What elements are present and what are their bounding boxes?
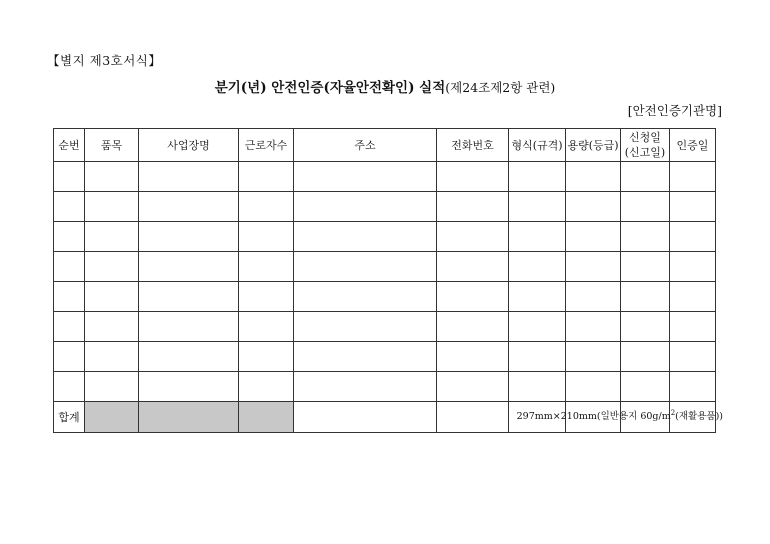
table-cell[interactable] (139, 252, 239, 282)
total-shaded-cell (139, 402, 239, 433)
table-cell[interactable] (670, 162, 716, 192)
table-row (54, 222, 716, 252)
table-cell[interactable] (437, 162, 509, 192)
table-cell[interactable] (85, 192, 139, 222)
table-cell[interactable] (239, 222, 294, 252)
table-cell[interactable] (54, 372, 85, 402)
table-row (54, 282, 716, 312)
table-cell[interactable] (437, 372, 509, 402)
table-row (54, 372, 716, 402)
table-row (54, 312, 716, 342)
table-cell[interactable] (509, 252, 566, 282)
paper-size-prefix: 297mm×210mm(일반용지 60g/m (516, 411, 671, 422)
table-cell[interactable] (85, 252, 139, 282)
table-cell[interactable] (437, 222, 509, 252)
total-label-cell: 합계 (54, 402, 85, 433)
total-cell[interactable] (437, 402, 509, 433)
table-cell[interactable] (621, 282, 670, 312)
table-cell[interactable] (566, 282, 621, 312)
table-cell[interactable] (566, 372, 621, 402)
table-cell[interactable] (621, 372, 670, 402)
table-cell[interactable] (670, 312, 716, 342)
table-cell[interactable] (239, 192, 294, 222)
table-cell[interactable] (85, 312, 139, 342)
table-cell[interactable] (437, 192, 509, 222)
table-cell[interactable] (670, 372, 716, 402)
table-cell[interactable] (566, 312, 621, 342)
table-cell[interactable] (670, 342, 716, 372)
header-cell-phone: 전화번호 (437, 129, 509, 162)
table-cell[interactable] (85, 372, 139, 402)
table-row (54, 342, 716, 372)
table-cell[interactable] (670, 252, 716, 282)
table-cell[interactable] (621, 222, 670, 252)
table-row (54, 192, 716, 222)
header-cell-capacity: 용량(등급) (566, 129, 621, 162)
table-cell[interactable] (621, 192, 670, 222)
table-cell[interactable] (294, 342, 437, 372)
header-cell-address: 주소 (294, 129, 437, 162)
table-cell[interactable] (239, 252, 294, 282)
table-cell[interactable] (566, 342, 621, 372)
table-cell[interactable] (85, 342, 139, 372)
table-cell[interactable] (621, 252, 670, 282)
table-body (54, 162, 716, 433)
table-cell[interactable] (509, 222, 566, 252)
table-cell[interactable] (139, 222, 239, 252)
table-row (54, 162, 716, 192)
table-cell[interactable] (621, 312, 670, 342)
header-cell-cert-date: 인증일 (670, 129, 716, 162)
total-cell[interactable] (294, 402, 437, 433)
total-shaded-cell (239, 402, 294, 433)
table-cell[interactable] (139, 192, 239, 222)
table-cell[interactable] (670, 282, 716, 312)
header-cell-model: 형식(규격) (509, 129, 566, 162)
paper-size-note (517, 408, 723, 422)
table-cell[interactable] (566, 222, 621, 252)
title-main: 분기(년) 안전인증(자율안전확인) 실적 (214, 80, 446, 96)
table-cell[interactable] (509, 312, 566, 342)
table-cell[interactable] (294, 312, 437, 342)
table-cell[interactable] (239, 342, 294, 372)
table-cell[interactable] (509, 372, 566, 402)
table-cell[interactable] (294, 282, 437, 312)
header-apply-line2: (신고일) (624, 146, 666, 159)
paper-size-suffix: (재활용품)) (675, 411, 723, 422)
table-cell[interactable] (139, 342, 239, 372)
table-cell[interactable] (85, 222, 139, 252)
table-cell[interactable] (54, 282, 85, 312)
total-shaded-cell (85, 402, 139, 433)
table-cell[interactable] (54, 312, 85, 342)
table-cell[interactable] (294, 372, 437, 402)
header-row (54, 129, 716, 162)
table-cell[interactable] (294, 192, 437, 222)
table-cell[interactable] (566, 192, 621, 222)
header-cell-no: 순번 (54, 129, 85, 162)
table-cell[interactable] (670, 222, 716, 252)
header-cell-apply-date (621, 129, 670, 162)
table-row (54, 252, 716, 282)
table-cell[interactable] (54, 162, 85, 192)
table-cell[interactable] (54, 342, 85, 372)
header-cell-workers: 근로자수 (239, 129, 294, 162)
table-cell[interactable] (85, 282, 139, 312)
table-cell[interactable] (509, 162, 566, 192)
table-cell[interactable] (621, 342, 670, 372)
table-cell[interactable] (294, 222, 437, 252)
table-cell[interactable] (139, 372, 239, 402)
table-cell[interactable] (437, 312, 509, 342)
table-cell[interactable] (239, 162, 294, 192)
table-cell[interactable] (239, 282, 294, 312)
table-cell[interactable] (437, 282, 509, 312)
header-apply-line1: 신청일 (629, 131, 661, 144)
org-label: [안전인증기관명] (627, 103, 722, 118)
table-cell[interactable] (509, 342, 566, 372)
paper-size-sup: 2 (670, 408, 676, 417)
document-title (0, 76, 770, 96)
table-cell[interactable] (437, 342, 509, 372)
table-cell[interactable] (54, 222, 85, 252)
table-cell[interactable] (54, 252, 85, 282)
table-cell[interactable] (294, 252, 437, 282)
table-cell[interactable] (139, 312, 239, 342)
table-cell[interactable] (621, 162, 670, 192)
title-reference: (제24조제2항 관련) (445, 80, 556, 95)
table-cell[interactable] (509, 192, 566, 222)
table-cell[interactable] (239, 312, 294, 342)
table-cell[interactable] (139, 162, 239, 192)
table-cell[interactable] (239, 372, 294, 402)
table-cell[interactable] (566, 252, 621, 282)
table-cell[interactable] (509, 282, 566, 312)
header-cell-workplace: 사업장명 (139, 129, 239, 162)
table-cell[interactable] (54, 192, 85, 222)
table-cell[interactable] (139, 282, 239, 312)
table-cell[interactable] (566, 162, 621, 192)
table-cell[interactable] (437, 252, 509, 282)
table-cell[interactable] (670, 192, 716, 222)
table-cell[interactable] (85, 162, 139, 192)
form-label: 【별지 제3호서식】 (47, 53, 162, 68)
results-table (53, 128, 716, 433)
header-cell-item: 품목 (85, 129, 139, 162)
table-cell[interactable] (294, 162, 437, 192)
